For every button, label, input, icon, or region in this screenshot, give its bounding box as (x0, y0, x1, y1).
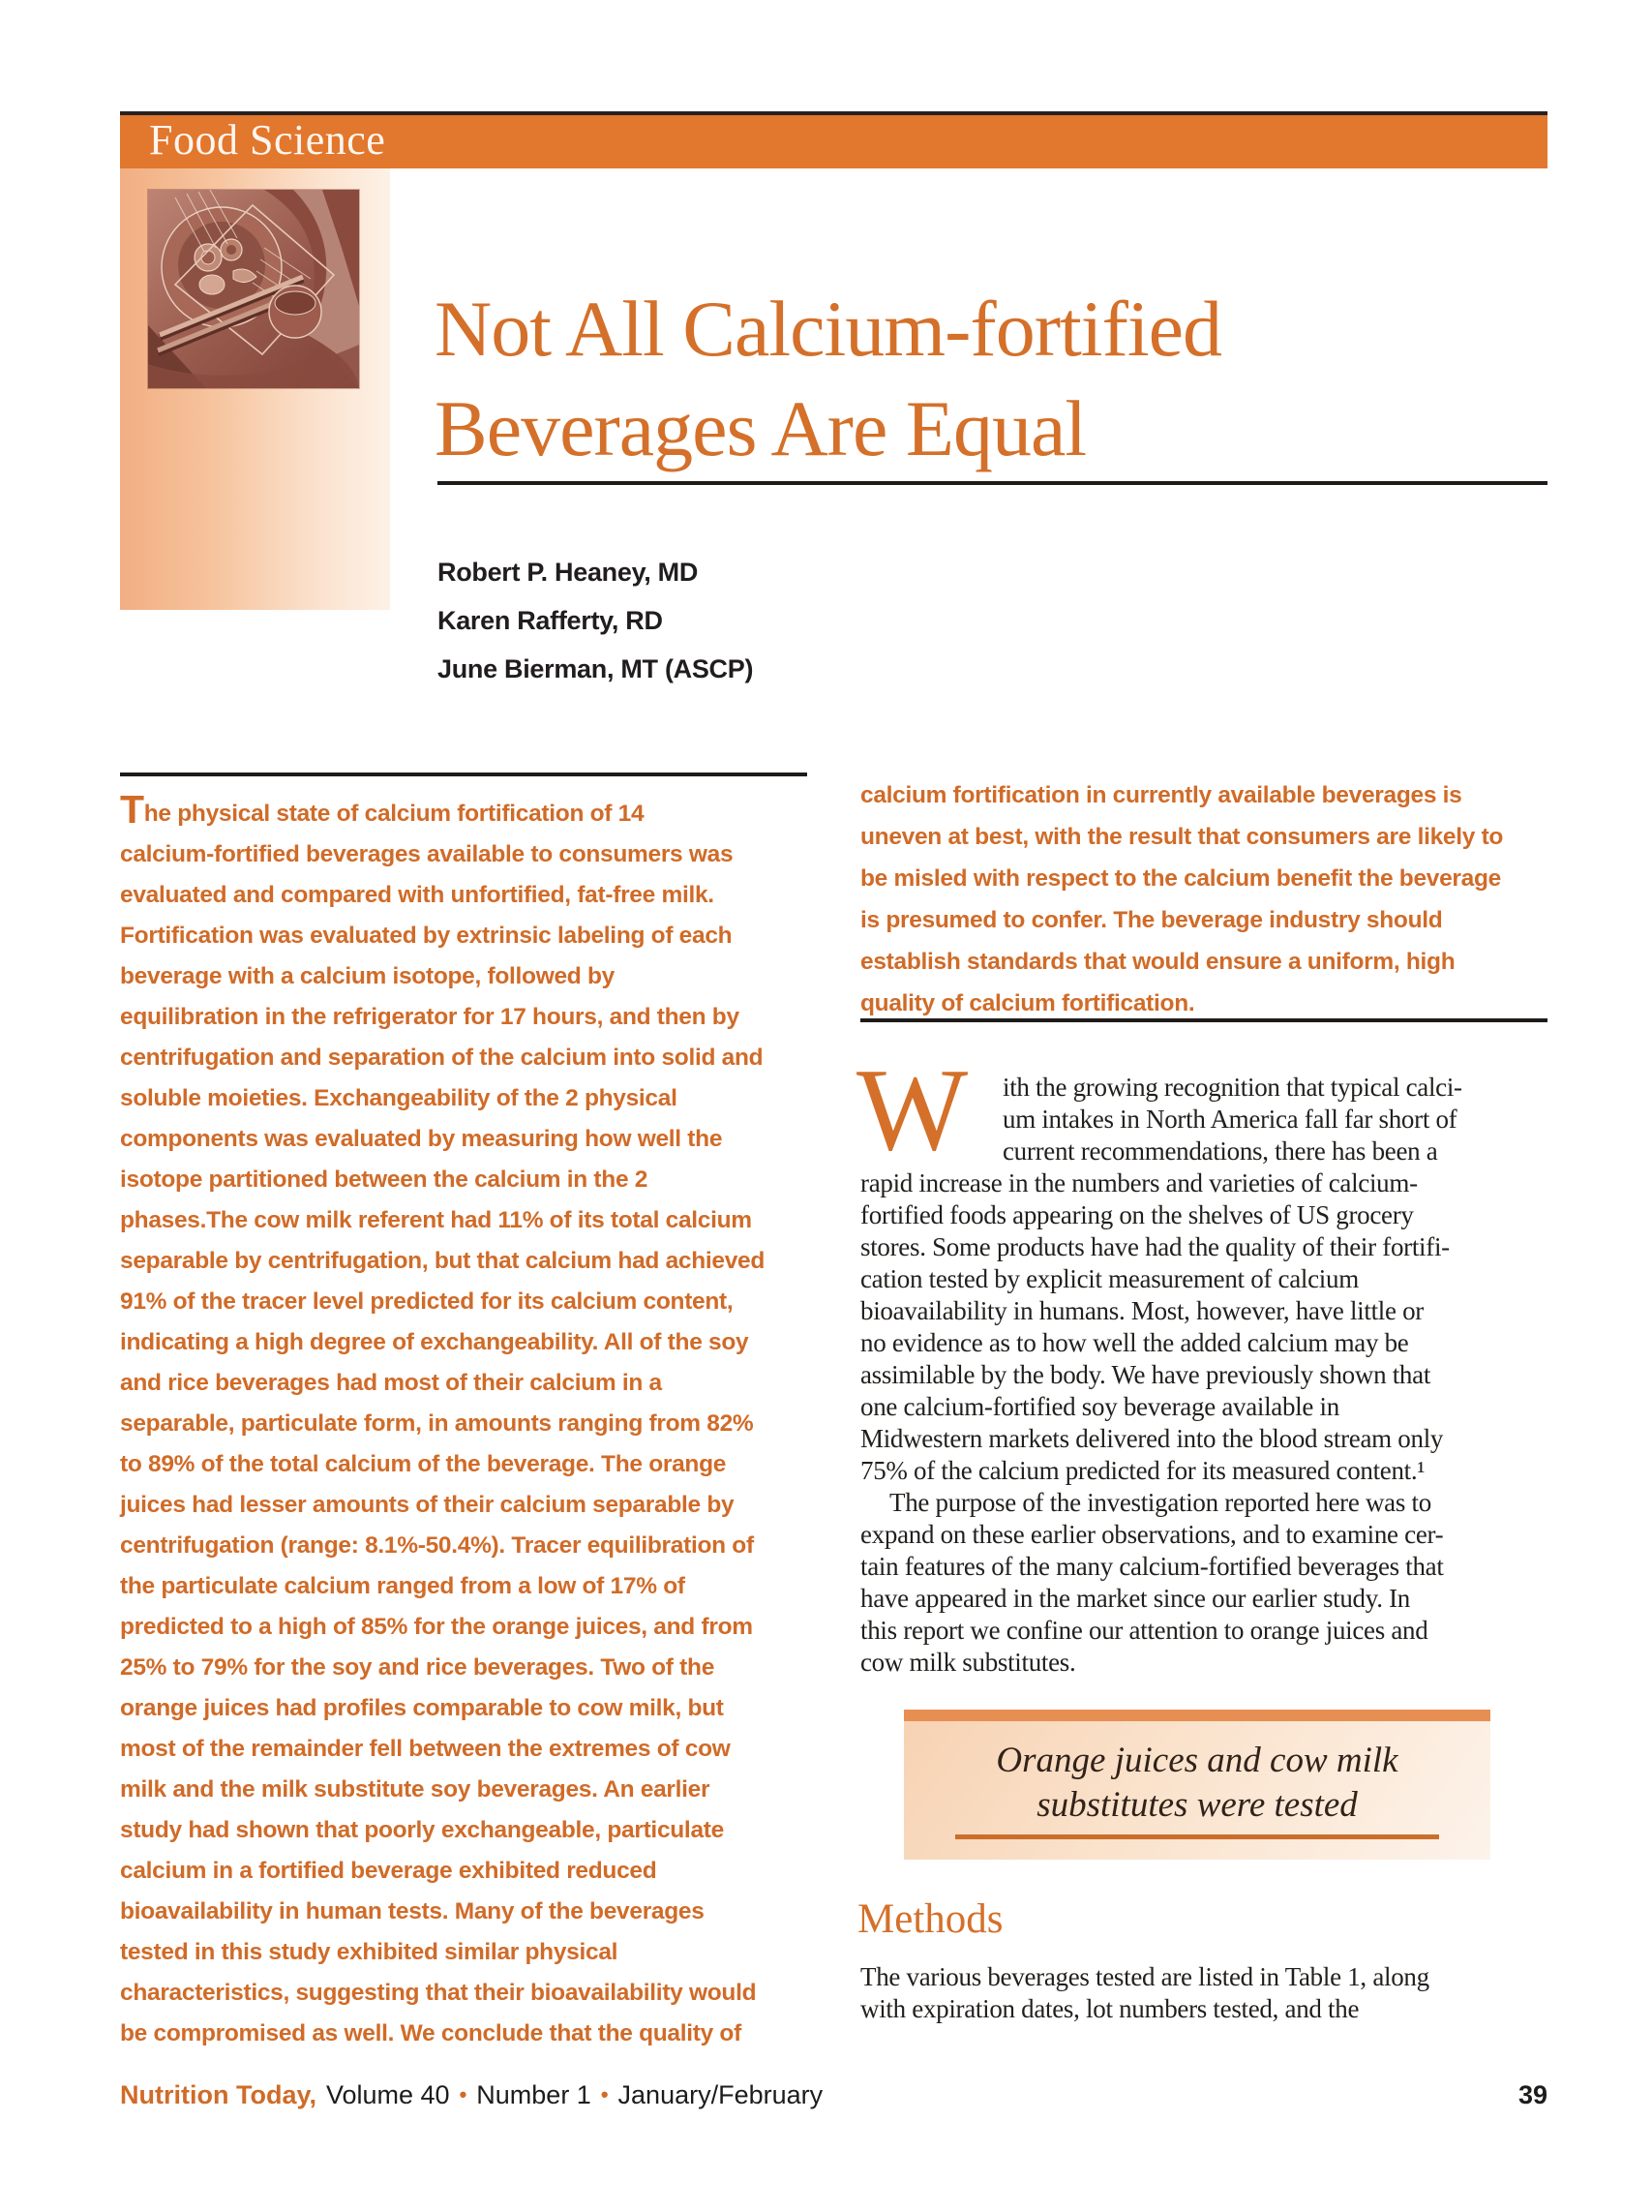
pullquote-text (904, 1739, 1490, 1828)
abstract-left-column (120, 787, 836, 2054)
text-line: tested in this study exhibited similar physical (120, 1939, 618, 1965)
food-artwork-image (148, 190, 359, 388)
text-line: Fortification was evaluated by extrinsic labeling of each (120, 923, 733, 949)
text-line: ith the growing recognition that typical calci- (1003, 1073, 1462, 1102)
text-line: centrifugation (range: 8.1%-50.4%). Tracer equilibration of (120, 1532, 754, 1559)
text-line: no evidence as to how well the added calcium may be (860, 1328, 1409, 1357)
text-line: most of the remainder fell between the extremes of cow (120, 1736, 731, 1762)
text-line: tain features of the many calcium-fortified beverages that (860, 1552, 1444, 1581)
text-line: this report we confine our attention to orange juices and (860, 1616, 1428, 1645)
text-line: components was evaluated by measuring how well the (120, 1126, 723, 1152)
text-line: phases.The cow milk referent had 11% of its total calcium (120, 1207, 752, 1233)
text-line: soluble moieties. Exchangeability of the 2 physical (120, 1085, 677, 1111)
text-line: stores. Some products have had the quality of their fortifi- (860, 1232, 1450, 1261)
journal-name: Nutrition Today, (120, 2079, 316, 2109)
title-rule (437, 481, 1547, 485)
text-line: rapid increase in the numbers and varieties of calcium- (860, 1168, 1418, 1197)
text-line: calcium in a fortified beverage exhibited reduced (120, 1858, 657, 1884)
text-line: 25% to 79% for the soy and rice beverages. Two of the (120, 1654, 715, 1681)
text-line: June Bierman, MT (ASCP) (437, 654, 754, 683)
text-line: establish standards that would ensure a uniform, high (860, 949, 1456, 975)
text-line: Karen Rafferty, RD (437, 606, 663, 635)
text-line: be compromised as well. We conclude that the quality of (120, 2020, 741, 2046)
text-line: beverage with a calcium isotope, followed by (120, 963, 615, 989)
text-line: 91% of the tracer level predicted for its calcium content, (120, 1288, 734, 1315)
methods-heading: Methods (857, 1896, 1004, 1942)
text-line: calcium-fortified beverages available to consumers was (120, 841, 734, 867)
pullquote-top-bar (904, 1710, 1490, 1721)
pullquote-box (904, 1710, 1490, 1860)
pullquote-line1: Orange juices and cow milk (996, 1741, 1398, 1780)
text-line: the particulate calcium ranged from a low of 17% of (120, 1573, 685, 1599)
text-line: evaluated and compared with unfortified, fat-free milk. (120, 882, 714, 908)
page-footer (120, 2076, 1547, 2114)
footer-issue: January/February (617, 2079, 824, 2109)
text-line: is presumed to confer. The beverage industry should (860, 907, 1443, 933)
text-line: centrifugation and separation of the calcium into solid and (120, 1045, 764, 1071)
text-line: characteristics, suggesting that their bioavailability would (120, 1980, 757, 2006)
pullquote-line2: substitutes were tested (1036, 1785, 1358, 1825)
text-line: one calcium-fortified soy beverage available in (860, 1392, 1339, 1421)
text-line: orange juices had profiles comparable to cow milk, but (120, 1695, 724, 1721)
text-line: current recommendations, there has been a (1003, 1136, 1438, 1166)
text-line: have appeared in the market since our earlier study. In (860, 1584, 1410, 1613)
text-line: cow milk substitutes. (860, 1648, 1076, 1677)
text-line: 75% of the calcium predicted for its measured content.¹ (860, 1456, 1426, 1485)
text-line: to 89% of the total calcium of the beverage. The orange (120, 1451, 727, 1477)
text-line: equilibration in the refrigerator for 17 hours, and then by (120, 1004, 739, 1030)
text-line: indicating a high degree of exchangeability. All of the soy (120, 1329, 749, 1355)
sidebar-gradient-panel (120, 168, 390, 610)
abstract-right-column (860, 774, 1549, 1024)
article-title-line2: Beverages Are Equal (435, 384, 1087, 472)
text-line: The physical state of calcium fortification of 14 (120, 787, 645, 832)
author-list (437, 548, 753, 693)
abstract-initial-cap: T (120, 787, 144, 832)
footer-number: Number 1 (476, 2079, 591, 2109)
text-line: um intakes in North America fall far short of (1003, 1105, 1457, 1134)
text-line: be misled with respect to the calcium benefit the beverage (860, 865, 1501, 892)
section-header-bar (120, 111, 1547, 168)
text-line: assimilable by the body. We have previously shown that (860, 1360, 1431, 1389)
text-line: cation tested by explicit measurement of calcium (860, 1264, 1359, 1293)
text-line: with expiration dates, lot numbers tested, and the (860, 1994, 1360, 2023)
body-text-column (860, 1072, 1567, 1679)
article-title (435, 279, 1547, 478)
text-line: and rice beverages had most of their calcium in a (120, 1370, 662, 1396)
text-line: juices had lesser amounts of their calcium separable by (120, 1492, 735, 1518)
section-label: Food Science (149, 115, 386, 164)
text-line: isotope partitioned between the calcium in the 2 (120, 1167, 648, 1193)
text-line: calcium fortification in currently available beverages is (860, 782, 1462, 808)
page-number: 39 (1517, 2079, 1547, 2109)
text-line: Robert P. Heaney, MD (437, 558, 699, 587)
text-line: bioavailability in humans. Most, however, have little or (860, 1296, 1424, 1325)
text-line: fortified foods appearing on the shelves of US grocery (860, 1200, 1414, 1229)
text-line: predicted to a high of 85% for the orange juices, and from (120, 1614, 753, 1640)
text-line: separable by centrifugation, but that calcium had achieved (120, 1248, 766, 1274)
text-line: separable, particulate form, in amounts ranging from 82% (120, 1410, 754, 1437)
dropcap-w: W (856, 1045, 969, 1175)
abstract-top-rule (120, 773, 807, 776)
pullquote-rule (955, 1834, 1439, 1839)
text-line: milk and the milk substitute soy beverages. An earlier (120, 1776, 710, 1803)
footer-volume: Volume 40 (325, 2079, 450, 2109)
abstract-bottom-rule (860, 1018, 1547, 1022)
footer-separator-dot: • (459, 2082, 467, 2106)
text-line: The various beverages tested are listed in Table 1, along (860, 1962, 1429, 1991)
article-title-line1: Not All Calcium-fortified (435, 285, 1222, 373)
footer-separator-dot: • (600, 2082, 609, 2106)
text-line: quality of calcium fortification. (860, 990, 1195, 1016)
text-line: bioavailability in human tests. Many of the beverages (120, 1898, 705, 1924)
text-line: expand on these earlier observations, and to examine cer- (860, 1520, 1444, 1549)
text-line: study had shown that poorly exchangeable, particulate (120, 1817, 724, 1843)
methods-body-text (860, 1961, 1567, 2025)
text-line: The purpose of the investigation reported here was to (889, 1488, 1431, 1517)
text-line: Midwestern markets delivered into the blood stream only (860, 1424, 1444, 1453)
text-line: uneven at best, with the result that consumers are likely to (860, 824, 1504, 850)
